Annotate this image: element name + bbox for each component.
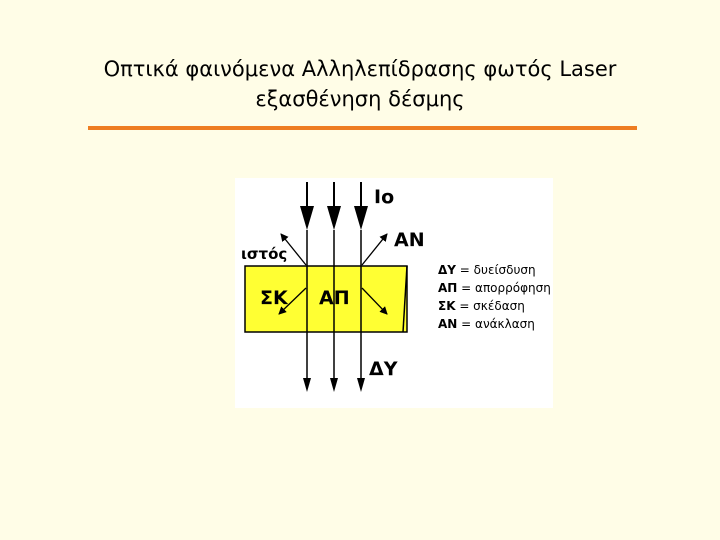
title-line-2: εξασθένηση δέσμης (255, 87, 465, 111)
slide-title (0, 54, 720, 114)
title-underline (88, 126, 637, 130)
label-reflection: ΑΝ (394, 229, 425, 251)
laser-interaction-diagram (235, 178, 553, 408)
label-scatter: ΣΚ (260, 287, 288, 309)
legend-row-scatter: ΣΚ = σκέδαση (438, 299, 525, 313)
label-absorption: ΑΠ (319, 287, 350, 309)
legend (438, 261, 551, 333)
transmit-arrowhead-left (303, 378, 311, 392)
incident-arrowhead-left (300, 206, 314, 230)
incident-arrowhead-center (327, 206, 341, 230)
label-tissue: ιστός (241, 245, 288, 263)
incident-arrowhead-right (354, 206, 368, 230)
legend-row-transmission: ΔΥ = δυείσδυση (438, 263, 536, 277)
reflection-arrow-right (362, 234, 387, 265)
label-incident-intensity: Ιο (374, 186, 395, 208)
title-line-1: Οπτικά φαινόμενα Αλληλεπίδρασης φωτός Laser (103, 57, 617, 81)
transmit-arrowhead-right (357, 378, 365, 392)
transmit-arrowhead-center (330, 378, 338, 392)
legend-row-reflection: ΑΝ = ανάκλαση (438, 317, 535, 331)
label-transmission: ΔΥ (369, 358, 398, 380)
legend-row-absorption: ΑΠ = απορρόφηση (438, 281, 551, 295)
